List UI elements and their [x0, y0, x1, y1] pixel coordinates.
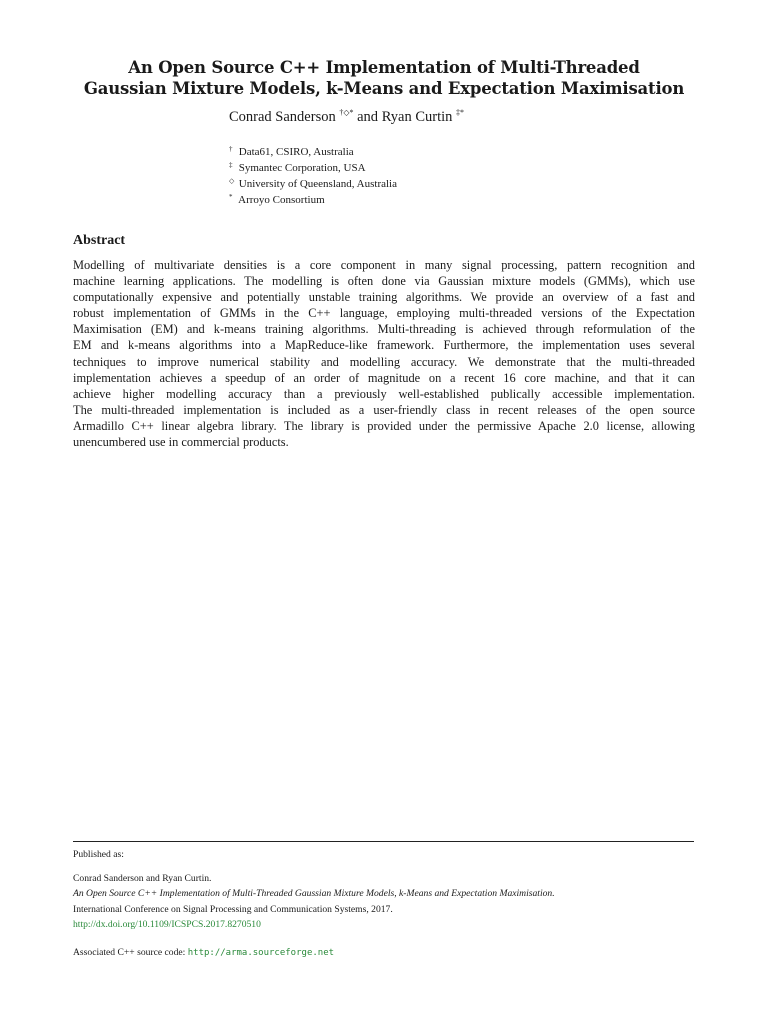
title-line-1: An Open Source C++ Implementation of Multi-Threaded: [128, 58, 640, 77]
abstract-line: computationally expensive and potentially unstable training algorithms. We provide an overview of a fast and: [73, 290, 695, 305]
abstract-line: techniques to improve numerical stability and modelling accuracy. We demonstrate that the multi-threaded: [73, 354, 695, 369]
abstract-body: [73, 257, 695, 450]
affiliation-text: University of Queensland, Australia: [238, 178, 397, 190]
affiliation-text: Arroyo Consortium: [238, 194, 325, 206]
abstract-line: EM and k-means algorithms into a MapReduce-like framework. Furthermore, the implementation uses several: [73, 338, 695, 353]
affiliation-list: [229, 144, 397, 208]
paper-title: [0, 57, 768, 99]
citation-venue: International Conference on Signal Processing and Communication Systems, 2017.: [73, 903, 393, 915]
citation-authors: Conrad Sanderson and Ryan Curtin.: [73, 872, 212, 884]
affiliation-text: Data61, CSIRO, Australia: [238, 146, 354, 158]
source-code-label: Associated C++ source code:: [73, 946, 186, 958]
abstract-line: The multi-threaded implementation is included as a user-friendly class in recent releases of the open source: [73, 402, 695, 417]
affiliation-item: † Data61, CSIRO, Australia: [229, 145, 354, 158]
source-code-line: [73, 945, 694, 962]
affiliation-item: * Arroyo Consortium: [229, 193, 325, 206]
published-label: Published as:: [73, 849, 124, 860]
author-affiliation-marks: †◇*: [339, 108, 354, 117]
abstract-line: Maximisation (EM) and k-means training algorithms. Multi-threading is achieved through reformulation of the: [73, 322, 695, 337]
author-affiliation-marks: ‡*: [456, 108, 465, 117]
abstract-line: implementation achieves a speedup of an order of magnitude on a recent 16 core machine, and that it can: [73, 370, 695, 385]
abstract-line: achieve higher modelling accuracy than a previously well-established publically accessible implementation.: [73, 386, 695, 401]
title-line-2: Gaussian Mixture Models, k-Means and Expectation Maximisation: [83, 79, 685, 98]
affiliation-text: Symantec Corporation, USA: [238, 162, 366, 174]
affiliation-item: ‡ Symantec Corporation, USA: [229, 161, 366, 174]
abstract-line: Armadillo C++ linear algebra library. The library is provided under the permissive Apache 2.0 license, allowing: [73, 418, 695, 433]
footer-divider: [73, 841, 694, 842]
abstract-line: Modelling of multivariate densities is a core component in many signal processing, pattern recognition and: [73, 258, 695, 272]
publication-footer: [73, 847, 694, 961]
author-name: Conrad Sanderson: [229, 109, 336, 125]
doi-link[interactable]: http://dx.doi.org/10.1109/ICSPCS.2017.8270510: [73, 919, 261, 930]
abstract-line: unencumbered use in commercial products.: [73, 435, 289, 450]
author-conjunction: and: [357, 109, 379, 125]
author-name: Ryan Curtin: [381, 109, 453, 125]
abstract-heading: Abstract: [73, 233, 126, 248]
abstract-line: robust implementation of GMMs in the C++ language, employing multi-threaded versions of the Expectation: [73, 306, 695, 321]
abstract-line: machine learning applications. The modelling is often done via Gaussian mixture models (GMMs), which use: [73, 274, 695, 289]
author-list: [229, 108, 464, 126]
affiliation-item: ◇ University of Queensland, Australia: [229, 177, 397, 190]
citation-title: An Open Source C++ Implementation of Multi-Threaded Gaussian Mixture Models, k-Means and Expectation Maximisation.: [73, 888, 555, 899]
source-code-link[interactable]: http://arma.sourceforge.net: [187, 947, 335, 958]
